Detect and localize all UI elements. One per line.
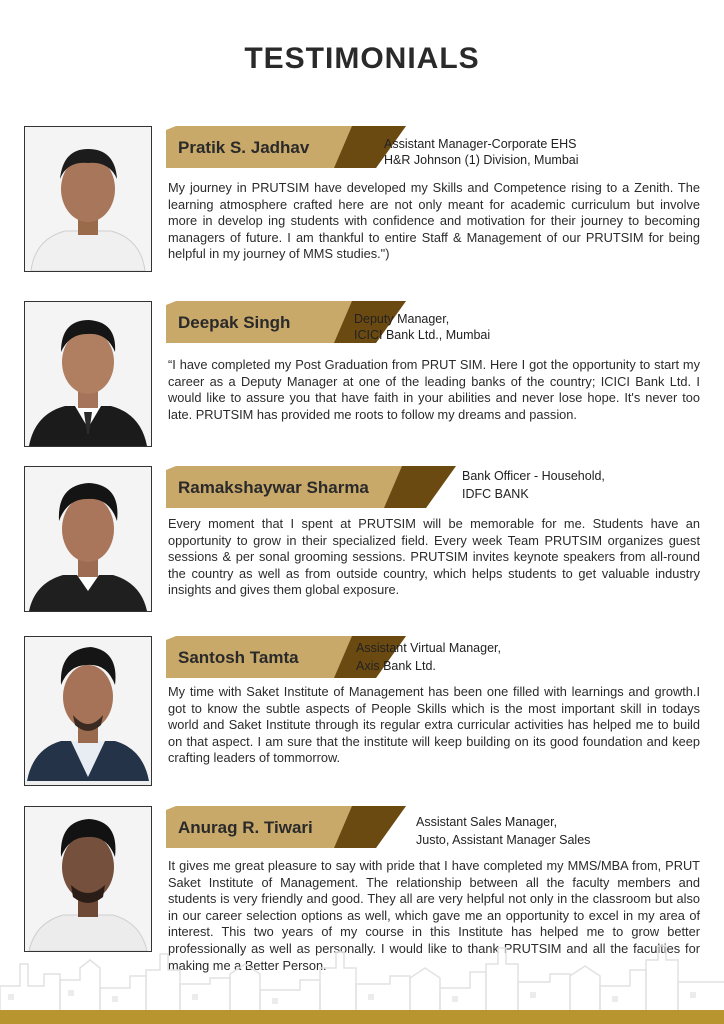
company-line: ICICI Bank Ltd., Mumbai xyxy=(354,328,491,342)
city-skyline-graphic xyxy=(0,934,724,1010)
profile-photo xyxy=(24,466,152,612)
person-name: Ramakshaywar Sharma xyxy=(178,478,369,497)
role-line: Assistant Virtual Manager, xyxy=(356,641,501,655)
testimonial-quote: “I have completed my Post Graduation from PRUT SIM. Here I got the opportunity to start my career as a Deputy Manager at one of the leading banks of the country; ICICI Bank Ltd. I would like to assure you that have faith in your abilities and never lose hope. It's never too late. PRUTSIM has provided me roots to follow my dreams and passion. xyxy=(168,357,700,422)
testimonial-quote: It gives me great pleasure to say with pride that I have completed my MMS/MBA from, PRUT Saket Institute of Management. The relationship between all the faculty members and students is very friendly and good. They all are very helpful not only in the classroom but also in our career selection options as well, which gave me an opportunity to excel in my area of interest. This two years of my course in this Institute has helped me to grow better professionally as well as personally. I would like to thank PRUTSIM and all the faculties for making me a Better Person. xyxy=(168,858,700,973)
testimonial-card xyxy=(24,466,704,616)
person-name: Anurag R. Tiwari xyxy=(178,818,313,837)
name-ribbon xyxy=(166,806,406,848)
profile-photo xyxy=(24,126,152,272)
testimonial-card xyxy=(24,301,704,451)
company-line: IDFC BANK xyxy=(462,487,529,501)
name-ribbon xyxy=(166,126,406,168)
person-name: Pratik S. Jadhav xyxy=(178,138,310,157)
page-title: TESTIMONIALS xyxy=(244,42,480,75)
profile-photo xyxy=(24,806,152,952)
role-line: Bank Officer - Household, xyxy=(462,469,605,483)
testimonial-card xyxy=(24,636,704,786)
person-name: Santosh Tamta xyxy=(178,648,299,667)
role-line: Assistant Manager-Corporate EHS xyxy=(384,137,577,151)
company-line: Axis Bank Ltd. xyxy=(356,659,436,673)
name-ribbon xyxy=(166,466,456,508)
testimonial-quote: Every moment that I spent at PRUTSIM will be memorable for me. Students have an opportunity to grow in their specialized field. Every week Team PRUTSIM organizes guest sessions & per sonal grooming sessions. PRUTSIM invites keynote speakers from all-round the country as well as from outside country, which helps students to get valuable industry insights and gives them global exposure. xyxy=(168,516,700,598)
company-line: Justo, Assistant Manager Sales xyxy=(416,833,591,847)
testimonial-card xyxy=(24,126,704,276)
profile-photo xyxy=(24,301,152,447)
profile-photo xyxy=(24,636,152,786)
person-name: Deepak Singh xyxy=(178,313,291,332)
footer-bar xyxy=(0,1010,724,1024)
company-line: H&R Johnson (1) Division, Mumbai xyxy=(384,153,579,167)
testimonial-quote: My time with Saket Institute of Management has been one filled with learnings and growth.I got to know the subtle aspects of People Skills which is the most important skill in todays world and Saket Institute through its regular extra curricular activities has helped me to build on that aspect. I am sure that the institute will keep building on its good foundation and keep crafting leaders of tommorrow. xyxy=(168,684,700,766)
role-line: Deputy Manager, xyxy=(354,312,450,326)
testimonial-quote: My journey in PRUTSIM have developed my Skills and Competence rising to a Zenith. The learning atmosphere crafted here are not only meant for academic curriculum but involve more in develop ing students with confidence and motivation for their journey to becoming managers of future. I am thankful to entire Staff & Management of our PRUTSIM for being helpful in my journey of MMS studies.") xyxy=(168,180,700,262)
role-line: Assistant Sales Manager, xyxy=(416,815,558,829)
